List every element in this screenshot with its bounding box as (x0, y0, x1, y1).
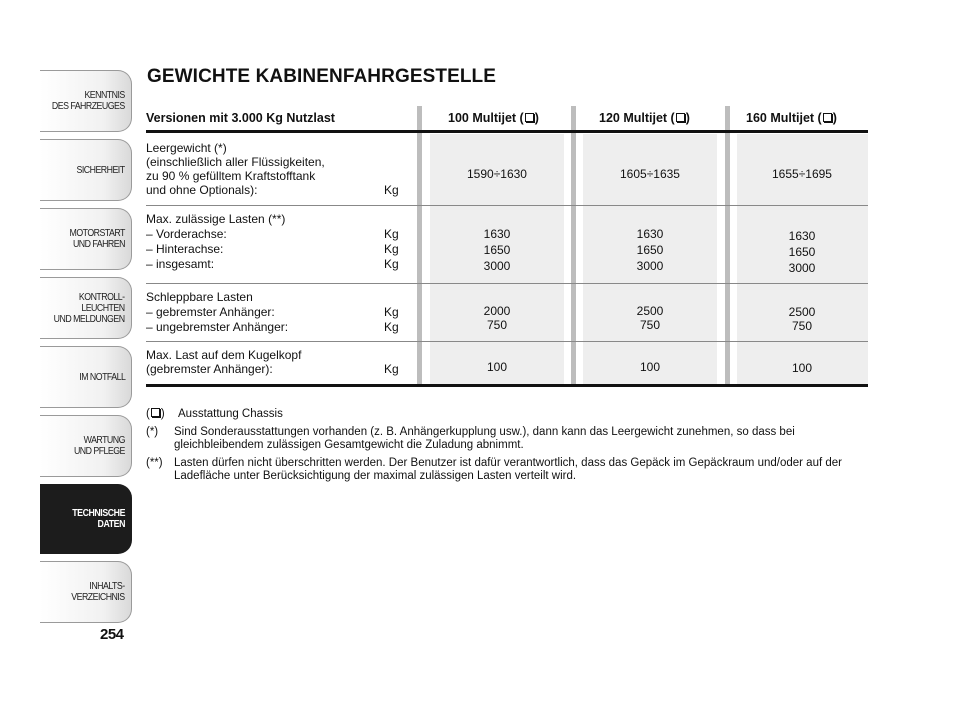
footnote-mark-close: ) (160, 408, 165, 420)
cell-value: 100 (791, 361, 813, 375)
bottom-rule (146, 384, 868, 387)
tab-label: SICHERHEIT (76, 164, 125, 176)
row-divider (146, 341, 868, 342)
tab-technische-daten[interactable] (40, 484, 132, 554)
tab-sicherheit[interactable] (40, 139, 132, 201)
header-rule (146, 130, 868, 133)
tab-label: TECHNISCHE DATEN (72, 508, 125, 530)
tab-label: IM NOTFALL (78, 371, 125, 383)
chapter-tabs (40, 70, 132, 630)
column-separator (725, 106, 730, 384)
footnote-text: Lasten dürfen nicht überschritten werden. Der Benutzer ist dafür verantwortlich, dass das Gepäck im Gepäckraum und/oder auf der Ladefläche unter Berücksichtigung der maximal zulässigen Lasten verteilt wird. (174, 457, 842, 482)
footnote-mark: (*) (146, 426, 159, 438)
page-number: 254 (100, 626, 124, 643)
checkbox-icon (151, 408, 160, 417)
tab-label: WARTUNG UND PFLEGE (74, 435, 125, 457)
cell-value: 100 (486, 360, 508, 374)
tab-kenntnis[interactable] (40, 70, 132, 132)
header-col-name: 160 Multijet ( (746, 111, 822, 125)
header-col-suffix: ) (534, 111, 539, 125)
row-divider (146, 205, 868, 206)
row-divider (146, 283, 868, 284)
tab-label: KONTROLL- LEUCHTEN UND MELDUNGEN (54, 291, 125, 325)
footnote-mark-open: ( (146, 408, 150, 420)
cell-value: 2500 750 (788, 305, 816, 333)
cell-value: 1590÷1630 (467, 167, 527, 181)
tab-im-notfall[interactable] (40, 346, 132, 408)
footnote-mark: (**) (146, 457, 163, 469)
footnote-text: Ausstattung Chassis (178, 408, 283, 420)
page-title: GEWICHTE KABINENFAHRGESTELLE (147, 66, 497, 87)
footnote (146, 426, 846, 452)
header-col-suffix: ) (685, 111, 690, 125)
cell-value: 2000 750 (483, 304, 511, 332)
tab-label: MOTORSTART UND FAHREN (69, 228, 125, 250)
tab-kontrollleuchten[interactable] (40, 277, 132, 339)
footnote (146, 457, 846, 483)
cell-value: 1630 1650 3000 (636, 227, 664, 273)
tab-label: INHALTS- VERZEICHNIS (71, 581, 125, 603)
tab-label: KENNTNIS DES FAHRZEUGES (52, 90, 125, 112)
row-unit: Kg (384, 183, 399, 197)
cell-value: 2500 750 (636, 304, 664, 332)
row-unit: Kg (384, 362, 399, 376)
header-col-suffix: ) (832, 111, 837, 125)
column-separator (571, 106, 576, 384)
row-unit: Kg Kg Kg (384, 227, 399, 271)
cell-value: 1630 1650 3000 (483, 227, 511, 273)
footnote (146, 408, 846, 421)
cell-value: 1630 1650 3000 (788, 229, 816, 275)
header-col-100 (448, 111, 539, 125)
cell-value: 1655÷1695 (772, 167, 832, 181)
header-col-name: 100 Multijet ( (448, 111, 524, 125)
weights-table (146, 106, 868, 390)
checkbox-icon (823, 113, 832, 122)
checkbox-icon (525, 113, 534, 122)
header-col-160 (746, 111, 837, 125)
footnote-text: Sind Sonderausstattungen vorhanden (z. B. Anhängerkupplung usw.), dann kann das Leergewicht zunehmen, so dass bei gleichbleibendem zulässigen Gesamtgewicht die Zuladung abnimmt. (174, 426, 795, 451)
row-unit: Kg Kg (384, 305, 399, 334)
checkbox-icon (676, 113, 685, 122)
row-label-max-lasten: Max. zulässige Lasten (**) – Vorderachse: – Hinterachse: – insgesamt: (146, 212, 286, 271)
column-separator (417, 106, 422, 384)
cell-value: 1605÷1635 (620, 167, 680, 181)
header-col-name: 120 Multijet ( (599, 111, 675, 125)
row-label-kugelkopf: Max. Last auf dem Kugelkopf (gebremster Anhänger): (146, 348, 302, 376)
tab-inhaltsverzeichnis[interactable] (40, 561, 132, 623)
cell-value: 100 (639, 360, 661, 374)
row-label-leergewicht: Leergewicht (*) (einschließlich aller Flüssigkeiten, zu 90 % gefülltem Kraftstofftank und ohne Optionals): (146, 141, 325, 197)
footnotes (146, 408, 846, 488)
row-label-schleppbare-lasten: Schleppbare Lasten – gebremster Anhänger: – ungebremster Anhänger: (146, 290, 289, 334)
header-col-120 (599, 111, 690, 125)
header-version-label: Versionen mit 3.000 Kg Nutzlast (146, 111, 335, 125)
footnote-mark (146, 408, 174, 421)
tab-wartung[interactable] (40, 415, 132, 477)
tab-motorstart[interactable] (40, 208, 132, 270)
